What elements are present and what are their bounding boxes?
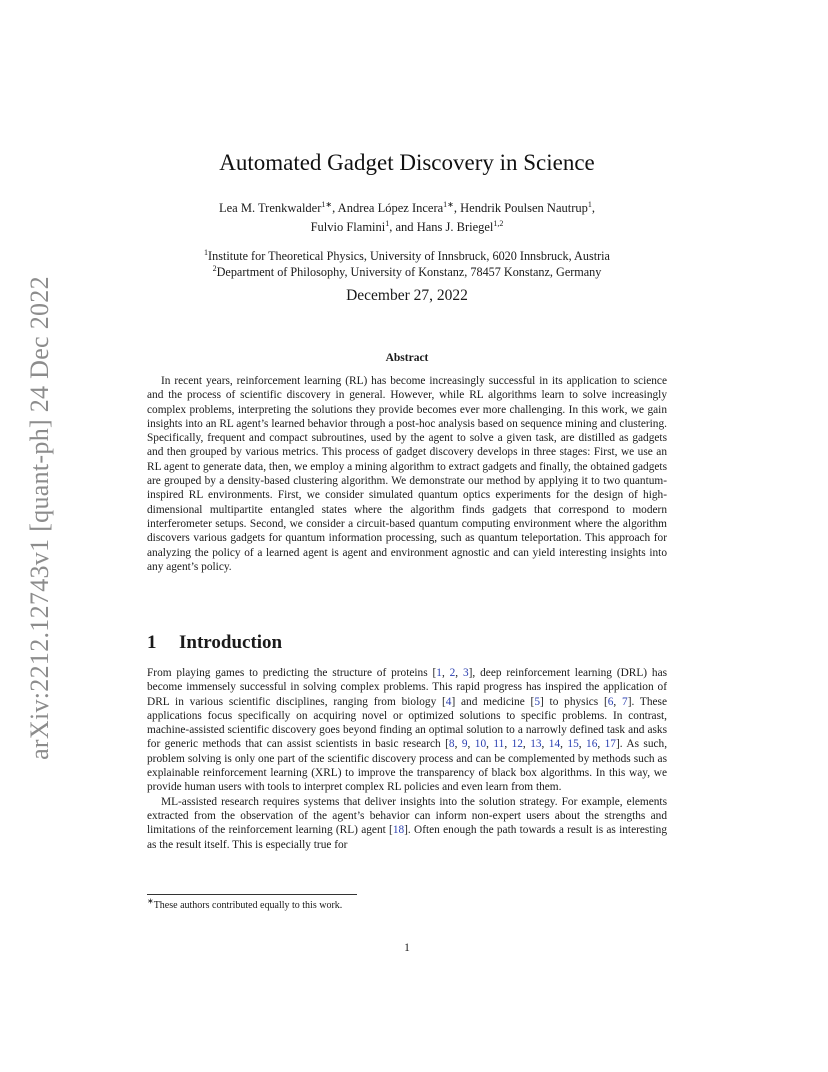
citation-link[interactable]: 1 — [436, 667, 442, 679]
author-affiliation-marker: 1,2 — [493, 218, 504, 228]
citation-link[interactable]: 12 — [511, 738, 523, 751]
citation-link[interactable]: 5 — [534, 695, 540, 708]
intro-paragraph-1: From playing games to predicting the structure of proteins [1, 2, 3], deep reinforcement learning (DRL) has become immensely successful in solving complex problems. This rapid progress has inspired the application of DRL in various scientific disciplines, ranging from biology [4] and medicine [5] to physics [6, 7]. These applications focus specifically on acquiring novel or optimized solutions to specific problems. In contrast, machine-assisted scientific discovery goes beyond finding an optimal solution to a narrowly defined task and asks for generic methods that can assist scientists in basic research [8, 9, 10, 11, 12, 13, 14, 15, 16, 17]. As such, problem solving is only one part of the scientific discovery process and can be complemented by methods such as explainable reinforcement learning (XRL) to improve the transparency of black box algorithms. In this way, we provide human users with tools to interpret complex RL policies and even learn from them. — [147, 667, 668, 794]
intro-paragraph-2: ML-assisted research requires systems that deliver insights into the solution strategy. For example, elements extracted from the observation of the agent’s behavior can inform non-expert users about the strengths and limitations of the reinforcement learning (RL) agent [18]. Often enough the path towards a result is as interesting as the result itself. This is especially true for — [147, 795, 667, 851]
arxiv-sidebar-stamp — [14, 278, 66, 758]
citation-link[interactable]: 14 — [548, 738, 561, 751]
section-title: Introduction — [179, 632, 283, 653]
affiliation-marker: 2 — [212, 263, 217, 273]
author-affiliation-marker: 1 — [587, 199, 592, 209]
citation-link[interactable]: 7 — [622, 695, 628, 708]
author-name: Hendrik Poulsen Nautrup — [460, 201, 588, 215]
abstract-heading: Abstract — [385, 352, 429, 364]
footnote — [147, 896, 667, 912]
author-name: Lea M. Trenkwalder — [218, 201, 322, 215]
citation-link[interactable]: 2 — [449, 667, 456, 679]
citation-link[interactable]: 13 — [530, 738, 542, 751]
affiliations — [147, 248, 667, 280]
author-name: Andrea López Incera — [337, 201, 444, 215]
author-affiliation-marker: 1∗ — [443, 199, 454, 209]
author-affiliation-marker: 1 — [385, 218, 390, 228]
citation-link[interactable]: 3 — [462, 667, 469, 679]
author-line: Fulvio Flamini$^1$, and Hans J. Briegel$^{1,2}$ — [310, 218, 504, 234]
author-name: Fulvio Flamini — [310, 220, 386, 234]
affiliation — [147, 248, 667, 264]
citation-link[interactable]: 6 — [607, 695, 614, 708]
author-line: Lea M. Trenkwalder$^{1∗}$, Andrea López Incera$^{1∗}$, Hendrik Poulsen Nautrup$^1$, — [218, 199, 596, 215]
abstract-text: In recent years, reinforcement learning (RL) has become increasingly successful in its application to science and the process of scientific discovery in general. However, while RL algorithms learn to solve increasingly complex problems, interpreting the solutions they provide becomes ever more challenging. In this work, we gain insights into an RL agent’s learned behavior through a post-hoc analysis based on sequence mining and clustering. Specifically, frequent and compact subroutines, used by the agent to solve a given task, are distilled as gadgets and then grouped by various metrics. This process of gadget discovery develops in three stages: First, we use an RL agent to generate data, then, we employ a mining algorithm to extract gadgets and finally, the obtained gadgets are grouped by a density-based clustering algorithm. We demonstrate our method by applying it to two quantum-inspired RL environments. First, we consider simulated quantum optics experiments for the design of high-dimensional multipartite entangled states where the algorithm finds gadgets that correspond to modern interferometer setups. Second, we consider a circuit-based quantum computing environment where the algorithm discovers various gadgets for quantum information processing, such as quantum teleportation. This approach for analyzing the policy of a learned agent is agent and environment agnostic and can yield interesting insights into any agent’s policy. — [147, 375, 667, 573]
author-affiliation-marker: 1∗ — [321, 199, 333, 209]
paper-date: December 27, 2022 — [346, 287, 468, 304]
citation-link[interactable]: 10 — [474, 738, 487, 751]
footnote-text: These authors contributed equally to this work. — [153, 900, 343, 911]
affiliation — [147, 264, 667, 280]
section-number: 1 — [147, 632, 157, 653]
section-heading — [147, 632, 667, 654]
citation-link[interactable]: 9 — [461, 738, 468, 751]
page-number: 1 — [404, 942, 410, 954]
affiliation-text: Institute for Theoretical Physics, University of Innsbruck, 6020 Innsbruck, Austria — [208, 249, 610, 263]
introduction-body — [147, 666, 667, 852]
footnote-rule — [147, 894, 357, 895]
abstract — [147, 374, 667, 574]
citation-link[interactable]: 11 — [493, 738, 505, 751]
paper-title: Automated Gadget Discovery in Science — [219, 150, 595, 175]
citation-link[interactable]: 8 — [448, 738, 455, 751]
citation-link[interactable]: 15 — [567, 738, 579, 751]
arxiv-identifier: arXiv:2212.12743v1 [quant-ph] 24 Dec 2022 — [25, 276, 54, 760]
author-name: Hans J. Briegel — [416, 220, 494, 234]
author-list — [147, 199, 667, 237]
citation-link[interactable]: 18 — [392, 824, 405, 837]
citation-link[interactable]: 17 — [604, 738, 616, 751]
footnote-marker: ∗ — [147, 896, 154, 906]
affiliation-marker: 1 — [204, 247, 209, 257]
citation-link[interactable]: 16 — [586, 738, 598, 751]
affiliation-text: Department of Philosophy, University of Konstanz, 78457 Konstanz, Germany — [216, 265, 602, 279]
citation-link[interactable]: 4 — [445, 695, 452, 708]
